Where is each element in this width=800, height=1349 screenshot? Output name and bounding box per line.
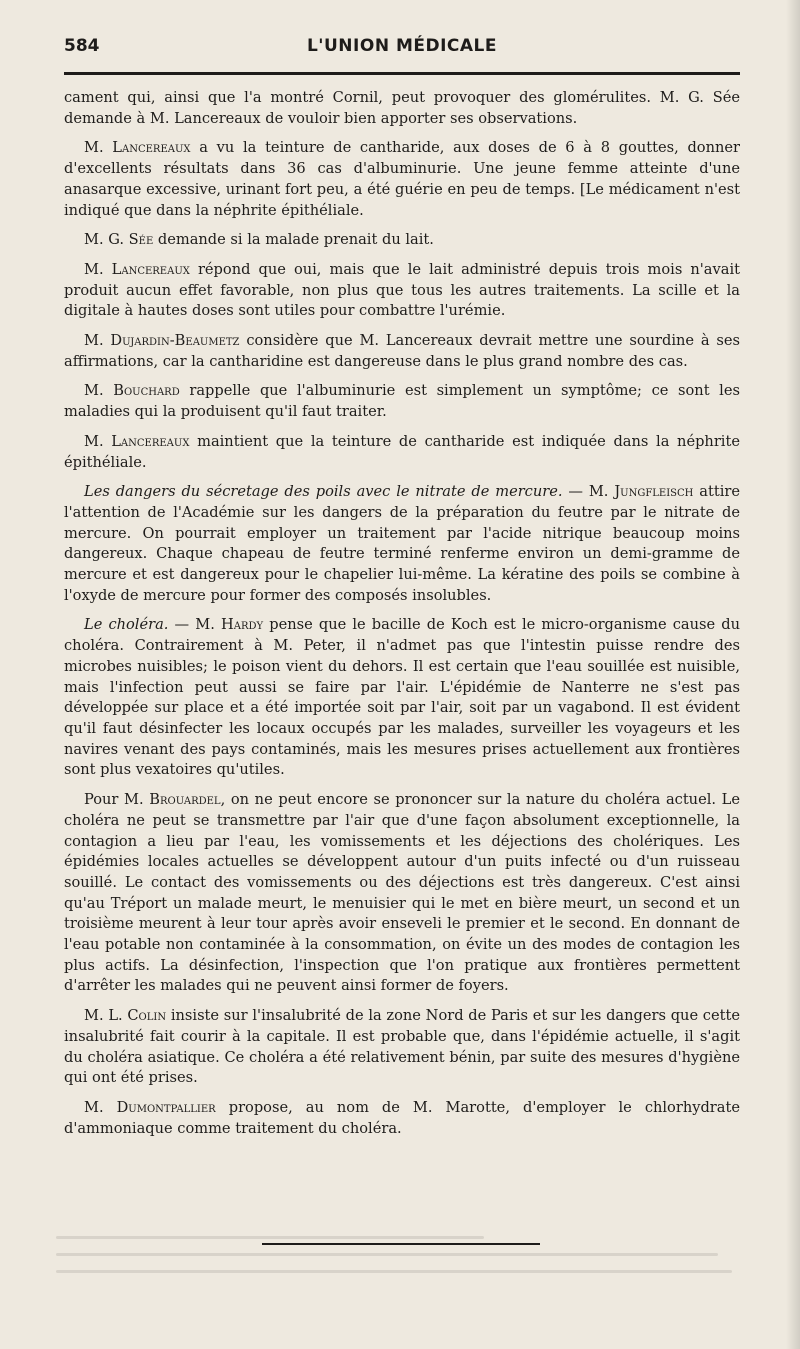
- footer-rule: [262, 1243, 540, 1245]
- article-body: [64, 88, 740, 1148]
- speaker-name: Jungfleisch: [614, 483, 694, 501]
- paragraph-text: insiste sur l'insalubrité de la zone Nord de Paris et sur les dangers que cette insalubrité fait courir à la capitale. Il est probable que, dans l'épidémie actuelle, il s'agit du choléra asiatique. Ce choléra a été relativement bénin, par suite des mesures d'hygiène qui ont été prises.: [64, 1007, 740, 1087]
- paragraph-text: répond que oui, mais que le lait administré depuis trois mois n'avait produit aucun effet favorable, non plus que tous les autres traitements. La scille et la digitale à hautes doses sont utiles pour combattre l'urémie.: [64, 260, 740, 320]
- paragraph-text: rappelle que l'albuminurie est simplement un symptôme; ce sont les maladies qui la produisent qu'il faut traiter.: [64, 382, 740, 421]
- paragraph-text: M.: [84, 382, 114, 400]
- paragraph-text: maintient que la teinture de cantharide est indiquée dans la néphrite épithéliale.: [64, 432, 740, 471]
- speaker-name: Bouchard: [113, 382, 180, 400]
- paragraph-text: propose, au nom de M. Marotte, d'employer le chlorhydrate d'ammoniaque comme traitement du choléra.: [64, 1098, 740, 1137]
- speaker-name: Lancereaux: [111, 432, 190, 450]
- paragraph: [64, 331, 740, 372]
- paragraph-text: a vu la teinture de cantharide, aux doses de 6 à 8 gouttes, donner d'excellents résultats dans 36 cas d'albuminurie. Une jeune femme atteinte d'une anasarque excessive, urinant fort peu, a été guérie en peu de temps. [Le médicament n'est indiqué que dans la néphrite épithéliale.: [64, 139, 740, 219]
- running-header: [64, 36, 740, 62]
- paragraph: [64, 381, 740, 422]
- paragraph: [64, 230, 740, 251]
- paragraph-text: M.: [84, 1098, 117, 1116]
- speaker-name: Colin: [127, 1007, 167, 1025]
- section-heading: Les dangers du sécretage des poils avec le nitrate de mercure.: [84, 483, 563, 501]
- paragraph-text: considère que M. Lancereaux devrait mettre une sourdine à ses affirmations, car la cantharidine est dangereuse dans le plus grand nombre des cas.: [64, 332, 740, 370]
- paragraph-text: Pour M.: [84, 791, 150, 809]
- paragraph-text: , on ne peut encore se prononcer sur la nature du choléra actuel. Le choléra ne peut se transmettre par l'air que d'une façon absolument exceptionnelle, la contagion a lieu par l'eau, les vomissements et les déjections des cholériques. Les épidémies locales actuelles se développent autour d'un puits infecté ou d'un ruisseau souillé. Le contact des vomissements ou des déjections est très dangereux. C'est ainsi qu'au Tréport un malade meurt, le menuisier qui le met en bière meurt, un second et un troisième meurent à leur tour après avoir enseveli le premier et le second. En donnant de l'eau potable non contaminée à la consommation, on évite un des modes de contagion les plus actifs. La désinfection, l'inspection que l'on pratique aux frontières permettent d'arrêter les malades qui ne peuvent ainsi former de foyers.: [64, 791, 740, 995]
- page-number: 584: [64, 36, 100, 56]
- speaker-name: Lancereaux: [112, 139, 191, 157]
- paragraph-text: — M.: [562, 483, 615, 501]
- paragraph: [64, 482, 740, 606]
- paragraph-text: attire l'attention de l'Académie sur les dangers de la préparation du feutre par le nitrate de mercure. On pourrait employer un traitement par l'acide nitrique beaucoup moins dangereux. Chaque chapeau de feutre terminé renferme environ un demi-gramme de mercure et est dangereux pour le chapelier lui-même. La kératine des poils se combine à l'oxyde de mercure pour former des composés insolubles.: [64, 483, 740, 604]
- speaker-name: Brouardel: [149, 791, 221, 809]
- speaker-name: Hardy: [221, 616, 264, 634]
- header-rule: [64, 72, 740, 75]
- paragraph-text: M.: [84, 332, 111, 350]
- paragraph: [64, 1098, 740, 1139]
- speaker-name: Sée: [128, 231, 154, 249]
- paragraph: [64, 432, 740, 473]
- paragraph: [64, 790, 740, 997]
- paragraph: [64, 260, 740, 322]
- paragraph: [64, 88, 740, 129]
- paragraph-text: M. L.: [84, 1007, 128, 1025]
- page-edge-shadow: [786, 0, 800, 1349]
- section-heading: Le choléra.: [84, 616, 169, 634]
- speaker-name: Dujardin-Beaumetz: [110, 332, 240, 350]
- paragraph-text: M.: [84, 139, 113, 157]
- journal-title: L'UNION MÉDICALE: [306, 36, 498, 56]
- speaker-name: Lancereaux: [111, 260, 190, 278]
- paragraph-text: M.: [84, 260, 112, 278]
- paragraph-text: demande si la malade prenait du lait.: [153, 231, 434, 249]
- bleed-through-text: [56, 1222, 746, 1282]
- paragraph: [64, 615, 740, 781]
- paragraph-text: cament qui, ainsi que l'a montré Cornil, peut provoquer des glomérulites. M. G. Sée demande à M. Lancereaux de vouloir bien apporter ses observations.: [64, 89, 740, 127]
- paragraph-text: — M.: [168, 616, 221, 634]
- paragraph: [64, 138, 740, 221]
- speaker-name: Dumontpallier: [116, 1098, 216, 1116]
- paragraph-text: M. G.: [84, 231, 129, 249]
- paragraph-text: pense que le bacille de Koch est le micro-organisme cause du choléra. Contrairement à M. Peter, il n'admet pas que l'intestin puisse rendre des microbes nuisibles; le poison vient du dehors. Il est certain que l'eau souillée est nuisible, mais l'infection peut aussi se faire par l'air. L'épidémie de Nanterre ne s'est pas développée sur place et a été importée soit par l'air, soit par un vagabond. Il est évident qu'il faut désinfecter les locaux occupés par les malades, surveiller les voyageurs et les navires venant des pays contaminés, mais les mesures prises actuellement aux frontières sont plus vexatoires qu'utiles.: [64, 616, 741, 779]
- paragraph: [64, 1006, 740, 1089]
- paragraph-text: M.: [84, 432, 112, 450]
